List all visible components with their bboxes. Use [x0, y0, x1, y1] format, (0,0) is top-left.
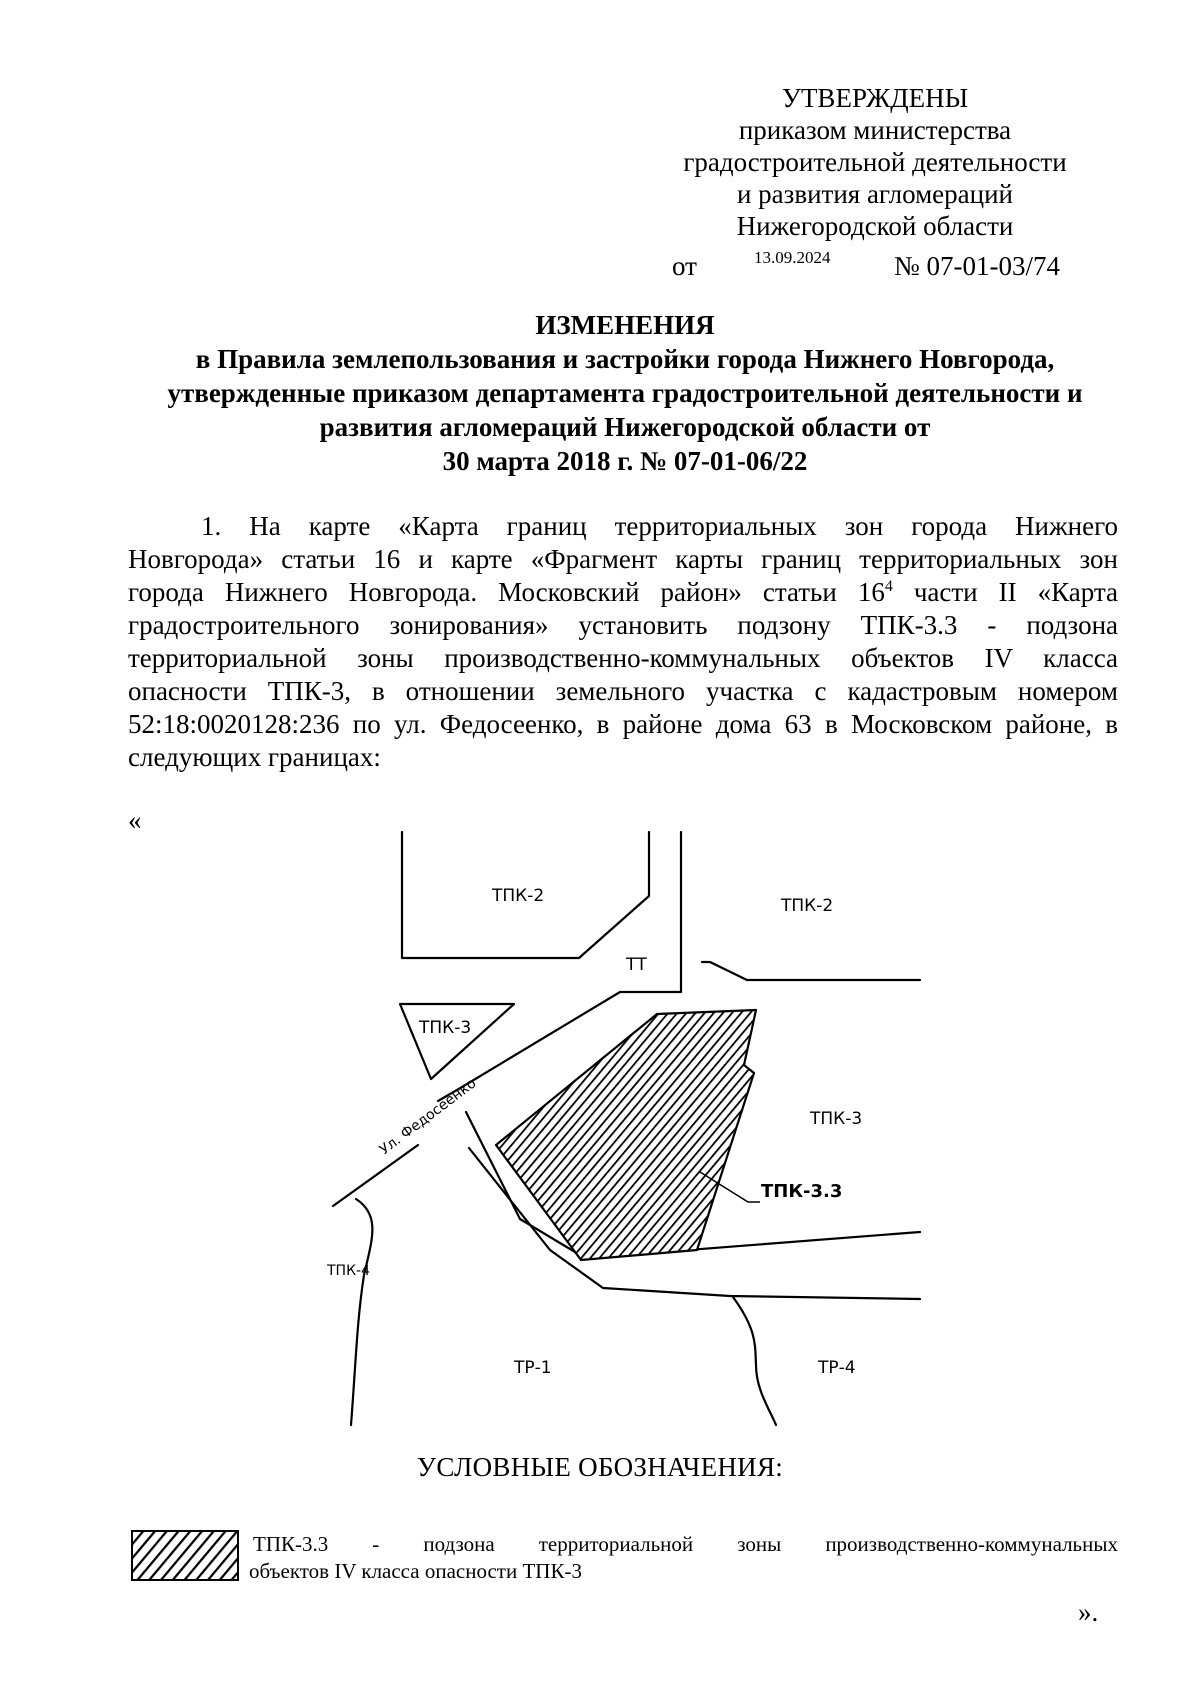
label-tpk3-right: ТПК-3 [810, 1109, 863, 1129]
legend-line: ТПК-3.3 - подзона территориальной зоны производственно-коммунальных [253, 1532, 1118, 1556]
label-tpk33: ТПК-3.3 [761, 1181, 843, 1202]
paragraph-text: части II «Карта [892, 577, 1119, 607]
title-line: развития агломераций Нижегородской области от [319, 412, 931, 442]
legend-title: УСЛОВНЫЕ ОБОЗНАЧЕНИЯ: [416, 1452, 784, 1482]
legend-line: объектов IV класса опасности ТПК-3 [249, 1559, 582, 1583]
opening-quote: « [128, 805, 142, 835]
order-date: 13.09.2024 [754, 248, 831, 267]
paragraph-line: следующих границах: [128, 742, 381, 772]
article-superscript: 4 [884, 578, 893, 595]
label-tpk2-left: ТПК-2 [492, 886, 545, 906]
label-tr1: ТР-1 [514, 1358, 552, 1378]
paragraph-line: Новгорода» статьи 16 и карте «Фрагмент карты границ территориальных зон [128, 544, 1118, 574]
label-tpk4: ТПК-4 [327, 1263, 370, 1279]
legend-description [249, 1531, 1118, 1585]
paragraph-line: 1. На карте «Карта границ территориальных зон города Нижнего [201, 511, 1118, 541]
tr4-boundary [733, 1297, 776, 1425]
title-heading: ИЗМЕНЕНИЯ [535, 310, 715, 340]
street-lower-edge [333, 1145, 418, 1206]
label-tpk2-right: ТПК-2 [781, 896, 834, 916]
label-tt: ТТ [626, 955, 647, 975]
from-label: от [672, 251, 697, 281]
approval-line: Нижегородской области [736, 211, 1014, 241]
order-number: № 07-01-03/74 [894, 251, 1060, 281]
tpk2-right-boundary [702, 962, 920, 980]
approval-line: градостроительной деятельности [683, 147, 1067, 177]
paragraph-line: территориальной зоны производственно-коммунальных объектов IV класса [128, 643, 1118, 673]
title-line: в Правила землепользования и застройки города Нижнего Новгорода, [195, 344, 1055, 374]
label-street: Ул. Федосеенко [376, 1075, 480, 1159]
paragraph-line: опасности ТПК-3, в отношении земельного участка с кадастровым номером [128, 676, 1118, 706]
paragraph-line: градостроительного зонирования» установить подзону ТПК-3.3 - подзона [128, 610, 1118, 640]
title-line: 30 марта 2018 г. № 07-01-06/22 [442, 446, 808, 476]
approval-line: приказом министерства [738, 115, 1012, 145]
approval-heading: УТВЕРЖДЕНЫ [781, 83, 969, 113]
closing-quote: ». [1078, 1597, 1099, 1627]
approval-line: и развития агломераций [736, 179, 1013, 209]
legend-hatch-swatch [131, 1530, 239, 1581]
label-tpk3-small: ТПК-3 [419, 1018, 472, 1038]
tpk3-small-boundary [400, 1004, 514, 1079]
paragraph-line: 52:18:0020128:236 по ул. Федосеенко, в районе дома 63 в Московском районе, в [128, 709, 1118, 739]
title-line: утвержденные приказом департамента градостроительной деятельности и [167, 378, 1083, 408]
paragraph-text: города Нижнего Новгорода. Московский район» статьи 16 [128, 577, 885, 607]
tpk4-boundary [351, 1199, 372, 1425]
tpk33-parcel [496, 1010, 756, 1260]
label-tr4: ТР-4 [818, 1358, 856, 1378]
